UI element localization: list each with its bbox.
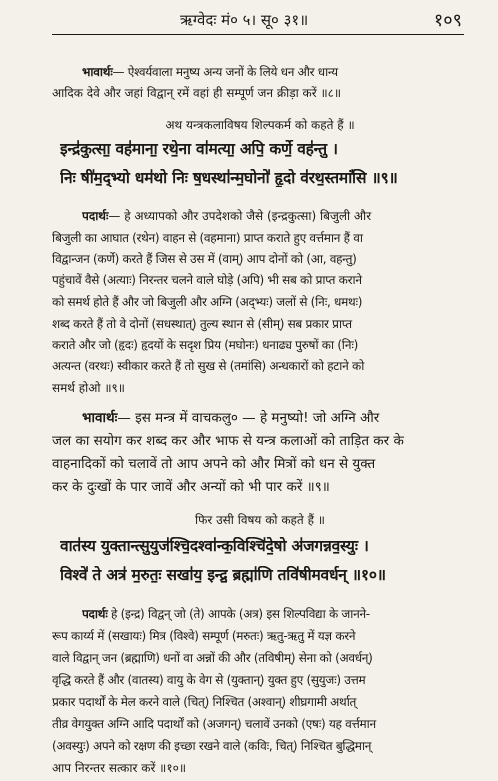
- padartha-9-line-8: अत्यन्त (वरथः) स्वीकार करते हैं तो सुख से (तमांसि) अन्धकारों को हटाने को: [52, 359, 365, 373]
- mantra-9-line-1: इन्द्र॑कुत्सा॒ वह॑माना॒ रथे॒ना वा॑मत्या॒ अपि॒ कर्णे॒ वह॑न्तु ।: [60, 140, 338, 158]
- bhavartha-9-line-3: वाहनादिकों को चलावें तो आप अपने को और मित्रों को धन से युक्त: [52, 456, 376, 472]
- padartha-9-line-4: पहुंचावें वैसे (अत्याः) निरन्तर चलने वाले घोड़े (अपि) भी सब को प्राप्त कराने: [52, 273, 362, 287]
- padartha-9-line-2: बिजुली का आघात (रथेन) वाहन से (वहमाना) प्राप्त कराते हुए वर्त्तमान हैं वा: [52, 231, 363, 245]
- padartha-9-line-7: कराते और जो (हृदः) हृदयों के सदृश प्रिय (मघोनः) धनाढ्य पुरुषों का (निः): [52, 338, 358, 352]
- topic-heading-2: फिर उसी विषय को कहते हैं ॥: [195, 513, 325, 527]
- header-title: ऋग्वेदः मं० ५। सू० ३१॥: [180, 11, 309, 29]
- padartha-10-line-6: तीव्र वेगयुक्त अग्नि आदि पदार्थों को (अजगन्) चलावें उनको (एषः) यह वर्त्तमान: [52, 717, 376, 731]
- padartha-10-line-5: प्रकार पदार्थों के मेल करने वाले (चित्) निश्चित (अश्वान्) शीघ्रगामी अर्थात्: [52, 695, 357, 709]
- mantra-10-line-2: विश्वे॑ ते अत्र॑ म॒रुतः॒ सखा॑य॒ इन्द्र॒ ब्रह्मा॑णि तवि॑षीमवर्धन् ॥१०॥: [60, 566, 386, 584]
- mantra-10-line-1: वात॑स्य युक्तान्त्सु॒युज॑श्चि॒दश्वा॑न्क॒विश्चि॑दे॒षो अ॑जगन्नव॒स्युः ।: [60, 537, 369, 555]
- bhavartha-9-line-2: जल का सयोग कर शब्द कर और भाफ से यन्त्र कलाओं को ताड़ित कर के: [52, 433, 404, 449]
- padartha-9-line-5: को समर्थ होते हैं और जो बिजुली और अग्नि (अद्भ्यः) जलों से (निः, धमथः): [52, 295, 363, 309]
- page-number: १०९: [433, 10, 462, 31]
- padartha-9-line-1: पदार्थः— हे अध्यापको और उपदेशको जैसे (इन्द्रकुत्सा) बिजुली और: [82, 209, 372, 223]
- padartha-9-line-6: शब्द करते हैं तो वे दोनों (सधस्थात्) तुल्य स्थान से (सीम्) सब प्रकार प्राप्त: [52, 317, 352, 331]
- bhavartha-8-line-2: आदिक देवे और जहां विद्वान् रमें वहां ही सम्पूर्ण जन क्रीड़ा करें ॥८॥: [52, 86, 342, 100]
- padartha-10-line-7: (अवस्युः) अपने को रक्षण की इच्छा रखने वाले (कविः, चित्) निश्चित बुद्धिमान्: [52, 739, 372, 753]
- bhavartha-9-line-4: कर के दुःखों के पार जावें और अन्यों को भी पार करें ॥९॥: [52, 479, 330, 495]
- padartha-9-line-3: विद्वान्जन (कर्णे) करते हैं जिस से उस में (वाम्) आप दोनों को (आ, वहन्तु): [52, 252, 357, 266]
- padartha-10-line-3: वाले विद्वान् जन (ब्रह्माणि) धनों वा अन्नों की और (तविषीम्) सेना को (अवर्धन्): [52, 651, 373, 665]
- padartha-10-line-1: पदार्थः हे (इन्द्र) विद्वन् जो (ते) आपके (अत्र) इस शिल्पविद्या के जानने-: [82, 607, 370, 621]
- topic-heading: अथ यन्त्रकलाविषय शिल्पकर्म को कहते हैं ॥: [165, 118, 355, 132]
- bhavartha-9-line-1: भावार्थः— इस मन्त्र में वाचकलु० — हे मनुष्यो! जो अग्नि और: [82, 410, 380, 426]
- padartha-10-line-4: वृद्धि करते हैं और (वातस्य) वायु के वेग से (युक्तान्) युक्त हुए (सुयुजः) उत्तम: [52, 673, 366, 687]
- running-header: [0, 8, 498, 34]
- padartha-9-line-9: समर्थ होओ ॥९॥: [52, 381, 125, 395]
- padartha-10-line-8: आप निरन्तर सत्कार करें ॥१०॥: [52, 761, 187, 775]
- mantra-9-line-2: निः षी॑म॒द्भ्यो धम॑थो निः ष॒धस्था॑न्म॒घोनो॑ हृ॒दो व॑रथ॒स्तमां॑सि ॥९॥: [60, 169, 398, 187]
- header-rule: [52, 34, 464, 35]
- padartha-10-line-2: रूप कार्य्य में (सखायः) मित्र (विश्वे) सम्पूर्ण (मरुतः) ऋतु-ऋतु में यज्ञ करने: [52, 629, 356, 643]
- bhavartha-8-line-1: भावार्थः— ऐश्वर्यवाला मनुष्य अन्य जनों के लिये धन और धान्य: [82, 65, 338, 79]
